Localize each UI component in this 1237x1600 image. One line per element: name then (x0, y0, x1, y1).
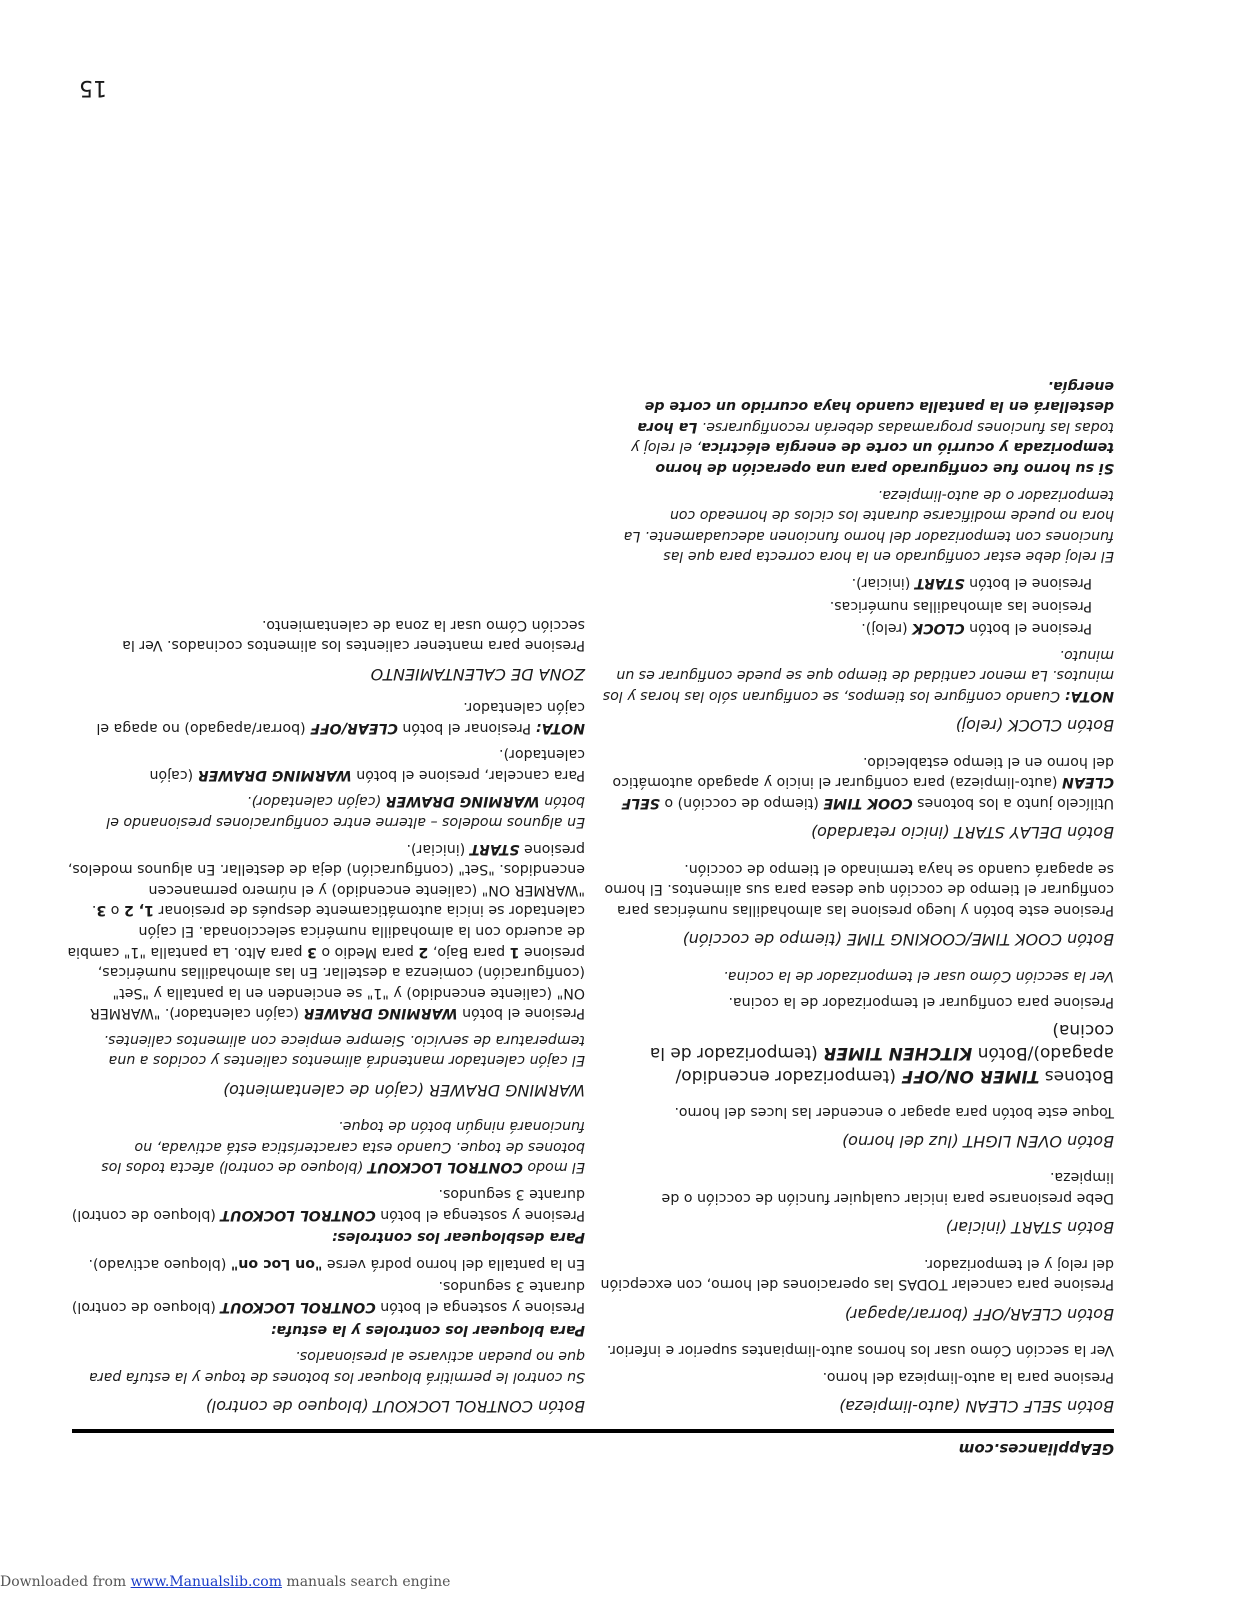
paragraph: Presione para configurar el temporizador de la cocina. (728, 994, 1114, 1011)
step: En la pantalla del horno podrá verse "on Loc on" (bloqueo activado). (88, 1255, 585, 1272)
heading: Botón CLOCK (reloj) (955, 716, 1114, 736)
subheading: Para desbloquear los controles: (331, 1229, 585, 1246)
paragraph: Presione este botón y luego presione las almohadillas numéricas para configurar el tiempo de cocción que desea para sus alimentos. El horno se apagará cuando se haya terminado el tiempo de cocción. (604, 860, 1114, 918)
header-rule (72, 1429, 1114, 1433)
heading: WARMING DRAWER (cajón de calentamiento) (222, 1080, 585, 1100)
heading: Botón OVEN LIGHT (luz del horno) (841, 1131, 1114, 1151)
section-clock (594, 375, 1114, 737)
heading: Botón START (iniciar) (945, 1218, 1114, 1238)
download-footer (0, 1574, 450, 1590)
step: Presione el botón START (iniciar). (851, 575, 1092, 591)
section-delay-start (594, 751, 1114, 844)
step: Presione y sostenga el botón CONTROL LOCKOUT (bloqueo de control) durante 3 segundos. (71, 1186, 585, 1223)
paragraph: En algunos modelos – alterne entre configuraciones presionando el botón WARMING DRAWER (cajón calentador). (106, 793, 585, 830)
subheading: Para bloquear los controles y la estufa: (270, 1321, 585, 1338)
paragraph: Presione para la auto-limpieza del horno. (822, 1368, 1114, 1385)
heading: Botones TIMER ON/OFF (temporizador encendido/ apagado)/Botón KITCHEN TIMER (temporizador de la cocina) (649, 1020, 1114, 1087)
section-cook-time (594, 858, 1114, 951)
paragraph: El modo CONTROL LOCKOUT (bloqueo de control) afecta todos los botones de toque. Cuando esta característica está activada, no funcionará ningún botón de toque. (101, 1118, 585, 1176)
note: NOTA: Presionar el botón CLEAR/OFF (borrar/apagado) no apaga el cajón calentador. (96, 699, 585, 736)
paragraph: El reloj debe estar configurado en la hora correcta para que las funciones con temporizador del horno funcionen adecuadamente. La hora no puede modificarse durante los ciclos de horneado con temporizador o de auto-limpieza. (623, 486, 1114, 565)
paragraph: Su control le permitirá bloquear los botones de toque y la estufa para que no puedan activarse al presionarlos. (89, 1348, 585, 1385)
section-warming-drawer (65, 614, 585, 1102)
step: Presione el botón CLOCK (reloj). (861, 620, 1092, 637)
zone-heading: ZONA DE CALENTAMIENTO (370, 665, 585, 685)
heading: Botón COOK TIME/COOKING TIME (tiempo de cocción) (682, 930, 1114, 950)
paragraph: Presione para cancelar TODAS las operaciones del horno, con excepción del reloj y el temporizador. (600, 1255, 1114, 1293)
site-name: GEAppliances.com (958, 1440, 1114, 1458)
section-oven-light (594, 1101, 1114, 1153)
heading: Botón CONTROL LOCKOUT (bloqueo de control) (205, 1397, 585, 1416)
paragraph: Si su horno fue configurado para una operación de horno temporizada y ocurrió un corte de energía eléctrica, el reloj y todas las funciones programadas deberán reconfigurarse. La hora destellará en la pantalla cuando haya ocurrido un corte de energía. (630, 377, 1114, 477)
step: Presione las almohadillas numéricas. (829, 597, 1092, 614)
paragraph: Ver la sección Cómo usar el temporizador de la cocina. (723, 967, 1114, 984)
heading: Botón SELF CLEAN (auto-limpieza) (838, 1397, 1114, 1416)
left-column (594, 361, 1114, 1418)
paragraph: Debe presionarse para iniciar cualquier función de cocción o de limpieza. (661, 1169, 1114, 1207)
heading: Botón CLEAR/OFF (borrar/apagar) (844, 1304, 1114, 1324)
paragraph: Utilícelo junto a los botones COOK TIME (tiempo de cocción) o SELF CLEAN (auto-limpieza) para configurar el inicio y apagado automático del horno en el tiempo establecido. (612, 753, 1114, 811)
heading: Botón DELAY START (inicio retardado) (810, 823, 1114, 843)
paragraph: Toque este botón para apagar o encender las luces del horno. (674, 1103, 1114, 1120)
paragraph: Presione para mantener calientes los alimentos cocinados. Ver la sección Cómo usar la zona de calentamiento. (122, 616, 585, 654)
section-control-lockout (65, 1116, 585, 1418)
section-self-clean (594, 1340, 1114, 1418)
section-timer (594, 965, 1114, 1087)
footer-suffix: manuals search engine (281, 1574, 451, 1590)
paragraph: Ver la sección Cómo usar los hornos auto-limpiantes superior e inferior. (606, 1342, 1114, 1359)
section-clear-off (594, 1253, 1114, 1325)
page-number: 15 (79, 75, 107, 100)
paragraph: Presione el botón WARMING DRAWER (cajón calentador). "WARMER ON" (caliente encendido) y "1" se encienden en la pantalla y "Set" (configuración) comienza a destellar. En las almohadillas numéricas, presione 1 para Bajo, 2 para Medio o 3 para Alto. La pantalla "1" cambia de acuerdo con la almohadilla numérica seleccionada. El cajón calentador se inicia automáticamente después de presionar 1, 2 o 3. "WARMER ON" (caliente encendido) y el número permanecen encendidos. "Set" (configuración) deja de destellar. En algunos modelos, presione START (iniciar). (67, 840, 585, 1022)
section-start (594, 1167, 1114, 1239)
footer-prefix: Downloaded from (0, 1574, 131, 1590)
note: NOTA: Cuando configure los tiempos, se configuran sólo las horas y los minutos. La menor cantidad de tiempo que se puede configurar es un minuto. (602, 646, 1114, 704)
paragraph: Para cancelar, presione el botón WARMING DRAWER (cajón calentador). (149, 746, 585, 783)
paragraph: El cajón calentador mantendrá alimentos calientes y cocidos a una temperatura de servicio. Siempre empiece con alimentos calientes. (103, 1031, 585, 1069)
step: Presione y sostenga el botón CONTROL LOCKOUT (bloqueo de control) durante 3 segundos. (71, 1278, 585, 1316)
manualslib-link[interactable]: www.Manualslib.com (130, 1574, 282, 1590)
right-column (65, 600, 585, 1418)
